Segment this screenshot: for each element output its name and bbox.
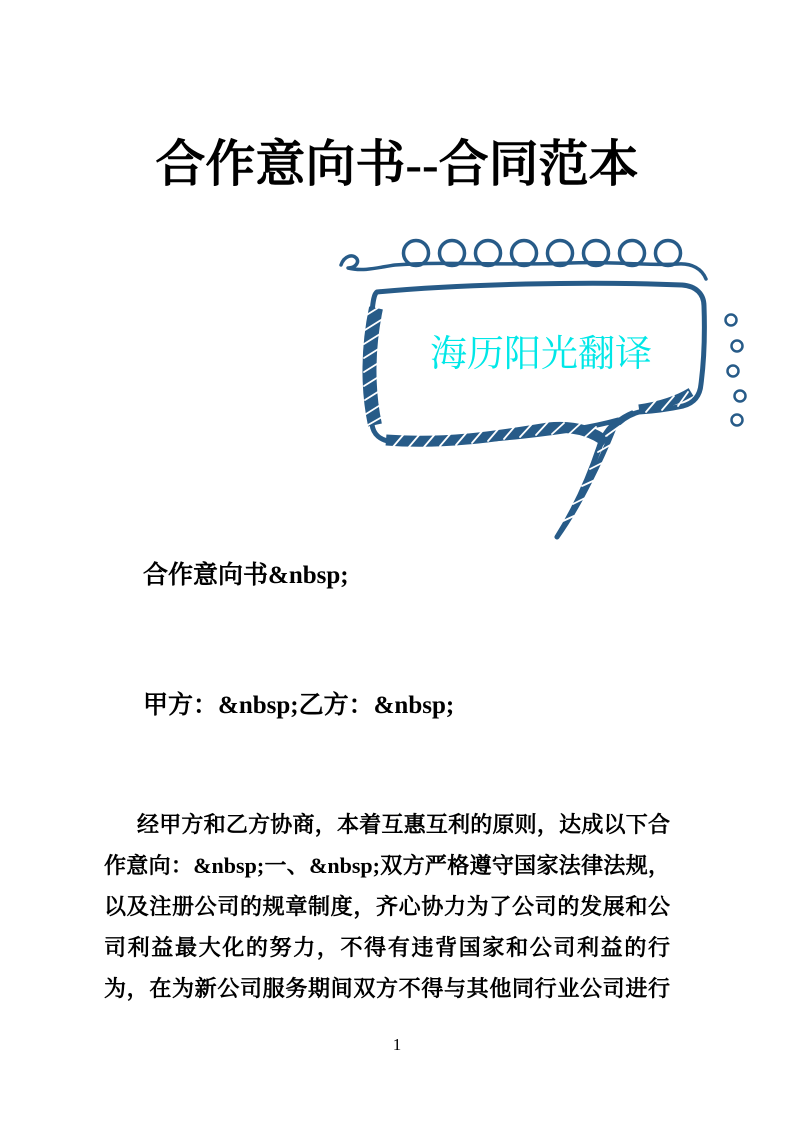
intent-heading: 合作意向书&nbsp; [143,562,349,589]
doodle-strokes [341,241,746,538]
page-title: 合作意向书--合同范本 [155,136,639,192]
watermark-text: 海历阳光翻译 [430,333,652,374]
body-paragraph [104,804,670,1009]
paragraph-line: 以及注册公司的规章制度，齐心协力为了公司的发展和公 [104,894,670,919]
spiral-garland-icon [341,241,706,280]
parties-line: 甲方：&nbsp;乙方：&nbsp; [143,692,455,719]
paragraph-line: 为，在为新公司服务期间双方不得与其他同行业公司进行 [104,976,670,1001]
speech-bubble-doodle [330,228,760,568]
paragraph-line: 经甲方和乙方协商，本着互惠互利的原则，达成以下合 [137,812,670,837]
dots-column-icon [726,315,746,426]
paragraph-line: 司利益最大化的努力，不得有违背国家和公司利益的行 [104,935,670,960]
paragraph-line: 作意向：&nbsp;一、&nbsp;双方严格遵守国家法律法规， [104,853,670,878]
page-number: 1 [392,1035,402,1054]
